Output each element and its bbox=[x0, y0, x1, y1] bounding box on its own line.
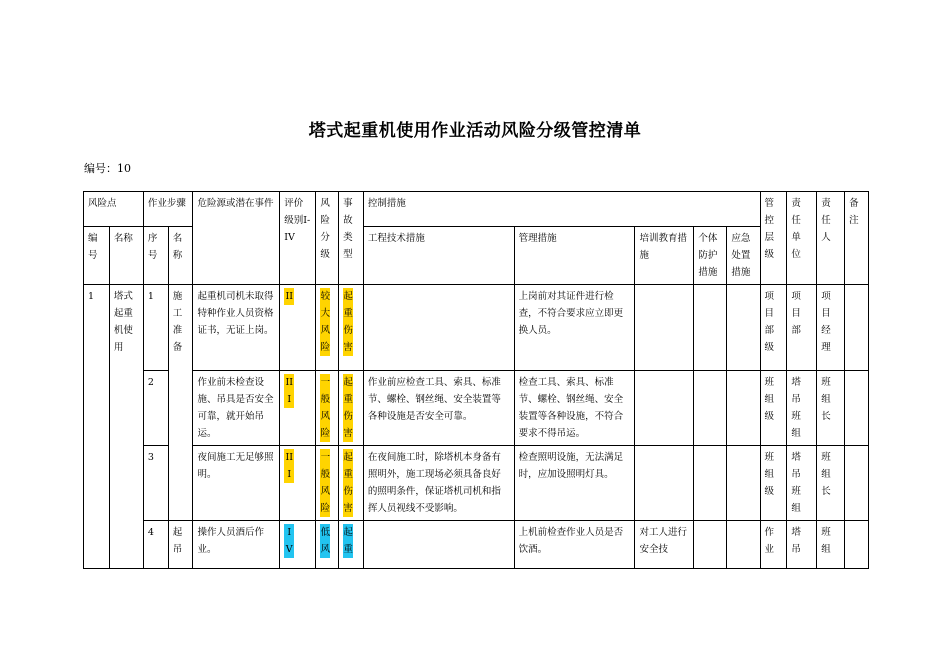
risk-control-table bbox=[83, 191, 869, 569]
header-person-text: 责任人 bbox=[821, 198, 831, 243]
cell-manage bbox=[760, 371, 787, 446]
header-seq bbox=[143, 227, 168, 285]
header-manage-level-text: 管控层级 bbox=[764, 198, 775, 260]
cell-person bbox=[817, 446, 845, 521]
header-level: 评价级别I-IV bbox=[280, 192, 316, 285]
cell-mgmt: 检查工具、索具、标准节、螺栓、钢丝绳、安全装置等各种设施，不符合要求不得吊运。 bbox=[514, 371, 635, 446]
cell-seq: 3 bbox=[143, 446, 168, 521]
cell-ppe bbox=[694, 446, 727, 521]
header-no-text: 编号 bbox=[88, 233, 98, 261]
cell-name: 塔式起重机使用 bbox=[109, 285, 143, 569]
level-badge: III bbox=[284, 449, 294, 483]
cell-manage-text: 项目部级 bbox=[764, 291, 775, 353]
cell-person-text: 项目经理 bbox=[821, 291, 831, 353]
header-name: 名称 bbox=[109, 227, 143, 285]
cell-unit bbox=[787, 371, 817, 446]
cell-risk bbox=[316, 521, 339, 569]
cell-train bbox=[635, 371, 694, 446]
header-risk bbox=[316, 192, 339, 285]
cell-remark bbox=[845, 521, 869, 569]
header-train: 培训教育措施 bbox=[635, 227, 694, 285]
header-ppe: 个体防护措施 bbox=[694, 227, 727, 285]
cell-risk bbox=[316, 285, 339, 371]
cell-manage-text: 班组级 bbox=[764, 452, 775, 497]
cell-remark bbox=[845, 446, 869, 521]
risk-badge: 一般风险 bbox=[320, 449, 330, 517]
cell-unit bbox=[787, 446, 817, 521]
table-row bbox=[84, 521, 869, 569]
cell-person-text: 班组 bbox=[821, 527, 831, 555]
header-mgmt: 管理措施 bbox=[514, 227, 635, 285]
cell-eng: 作业前应检查工具、索具、标准节、螺栓、钢丝绳、安全装置等各种设施是否安全可靠。 bbox=[363, 371, 514, 446]
header-unit bbox=[787, 192, 817, 285]
cell-unit-text: 项目部 bbox=[791, 291, 801, 336]
header-step-name-text: 名称 bbox=[172, 233, 183, 261]
level-badge: III bbox=[284, 374, 294, 408]
cell-person-text: 班组长 bbox=[821, 452, 831, 497]
header-person bbox=[817, 192, 845, 285]
cell-no: 1 bbox=[84, 285, 110, 569]
cell-manage bbox=[760, 521, 787, 569]
cell-eng: 在夜间施工时，除塔机本身备有照明外，施工现场必须具备良好的照明条件，保证塔机司机和指挥人员视线不受影响。 bbox=[363, 446, 514, 521]
cell-accident bbox=[339, 371, 364, 446]
header-emerg: 应急处置措施 bbox=[727, 227, 760, 285]
cell-emerg bbox=[727, 371, 760, 446]
header-row-1 bbox=[84, 192, 869, 227]
header-risk-text: 风险分级 bbox=[320, 198, 330, 260]
cell-manage bbox=[760, 446, 787, 521]
accident-badge: 起重伤害 bbox=[343, 374, 353, 442]
risk-badge: 较大风险 bbox=[320, 288, 330, 356]
cell-step bbox=[168, 521, 193, 569]
cell-seq: 2 bbox=[143, 371, 168, 446]
cell-risk bbox=[316, 371, 339, 446]
header-seq-text: 序号 bbox=[147, 233, 158, 261]
cell-level bbox=[280, 371, 316, 446]
cell-ppe bbox=[694, 521, 727, 569]
level-badge: IV bbox=[284, 524, 294, 558]
header-no bbox=[84, 227, 110, 285]
cell-hazard: 夜间施工无足够照明。 bbox=[193, 446, 280, 521]
cell-manage-text: 作业 bbox=[764, 527, 775, 555]
cell-ppe bbox=[694, 285, 727, 371]
cell-emerg bbox=[727, 521, 760, 569]
header-remark-text: 备注 bbox=[849, 198, 859, 226]
cell-train bbox=[635, 285, 694, 371]
page-title: 塔式起重机使用作业活动风险分级管控清单 bbox=[308, 121, 642, 141]
cell-emerg bbox=[727, 285, 760, 371]
cell-risk bbox=[316, 446, 339, 521]
header-hazard: 危险源或潜在事件 bbox=[193, 192, 280, 285]
cell-seq: 4 bbox=[143, 521, 168, 569]
cell-accident bbox=[339, 285, 364, 371]
header-accident-text: 事故类型 bbox=[343, 198, 353, 260]
risk-badge: 一般风险 bbox=[320, 374, 330, 442]
cell-remark bbox=[845, 285, 869, 371]
cell-train bbox=[635, 446, 694, 521]
header-step-name bbox=[168, 227, 193, 285]
header-accident bbox=[339, 192, 364, 285]
cell-unit bbox=[787, 521, 817, 569]
accident-badge: 起重伤害 bbox=[343, 288, 353, 356]
cell-unit-text: 塔吊班组 bbox=[791, 452, 801, 514]
cell-unit-text: 塔吊 bbox=[791, 527, 801, 555]
cell-accident bbox=[339, 446, 364, 521]
cell-mgmt: 上机前检查作业人员是否饮酒。 bbox=[514, 521, 635, 569]
cell-emerg bbox=[727, 446, 760, 521]
cell-train: 对工人进行安全技 bbox=[635, 521, 694, 569]
cell-step-text: 施工准备 bbox=[172, 291, 183, 353]
table-row bbox=[84, 446, 869, 521]
header-control: 控制措施 bbox=[363, 192, 760, 227]
cell-eng bbox=[363, 285, 514, 371]
cell-mgmt: 检查照明设施，无法满足时，应加设照明灯具。 bbox=[514, 446, 635, 521]
header-eng: 工程技术措施 bbox=[363, 227, 514, 285]
cell-ppe bbox=[694, 371, 727, 446]
document-number: 编号：10 bbox=[84, 162, 131, 175]
table-row bbox=[84, 371, 869, 446]
cell-person bbox=[817, 285, 845, 371]
level-badge: II bbox=[284, 288, 294, 305]
cell-hazard: 作业前未检查设施、吊具是否安全可靠，就开始吊运。 bbox=[193, 371, 280, 446]
cell-person bbox=[817, 371, 845, 446]
cell-unit-text: 塔吊班组 bbox=[791, 377, 801, 439]
risk-badge: 低风 bbox=[320, 524, 330, 558]
cell-manage bbox=[760, 285, 787, 371]
cell-manage-text: 班组级 bbox=[764, 377, 775, 422]
cell-unit bbox=[787, 285, 817, 371]
cell-remark bbox=[845, 371, 869, 446]
cell-level bbox=[280, 521, 316, 569]
cell-hazard: 起重机司机未取得特种作业人员资格证书，无证上岗。 bbox=[193, 285, 280, 371]
header-remark bbox=[845, 192, 869, 285]
cell-level bbox=[280, 285, 316, 371]
cell-seq: 1 bbox=[143, 285, 168, 371]
header-unit-text: 责任单位 bbox=[791, 198, 801, 260]
cell-mgmt: 上岗前对其证件进行检查，不符合要求应立即更换人员。 bbox=[514, 285, 635, 371]
table-row bbox=[84, 285, 869, 371]
accident-badge: 起重伤害 bbox=[343, 449, 353, 517]
cell-step bbox=[168, 285, 193, 521]
cell-eng bbox=[363, 521, 514, 569]
cell-accident bbox=[339, 521, 364, 569]
header-work-step: 作业步骤 bbox=[143, 192, 193, 227]
cell-person bbox=[817, 521, 845, 569]
cell-level bbox=[280, 446, 316, 521]
header-manage-level bbox=[760, 192, 787, 285]
header-risk-point: 风险点 bbox=[84, 192, 144, 227]
cell-person-text: 班组长 bbox=[821, 377, 831, 422]
cell-hazard: 操作人员酒后作业。 bbox=[193, 521, 280, 569]
accident-badge: 起重 bbox=[343, 524, 353, 558]
cell-step-text: 起吊 bbox=[172, 527, 183, 555]
